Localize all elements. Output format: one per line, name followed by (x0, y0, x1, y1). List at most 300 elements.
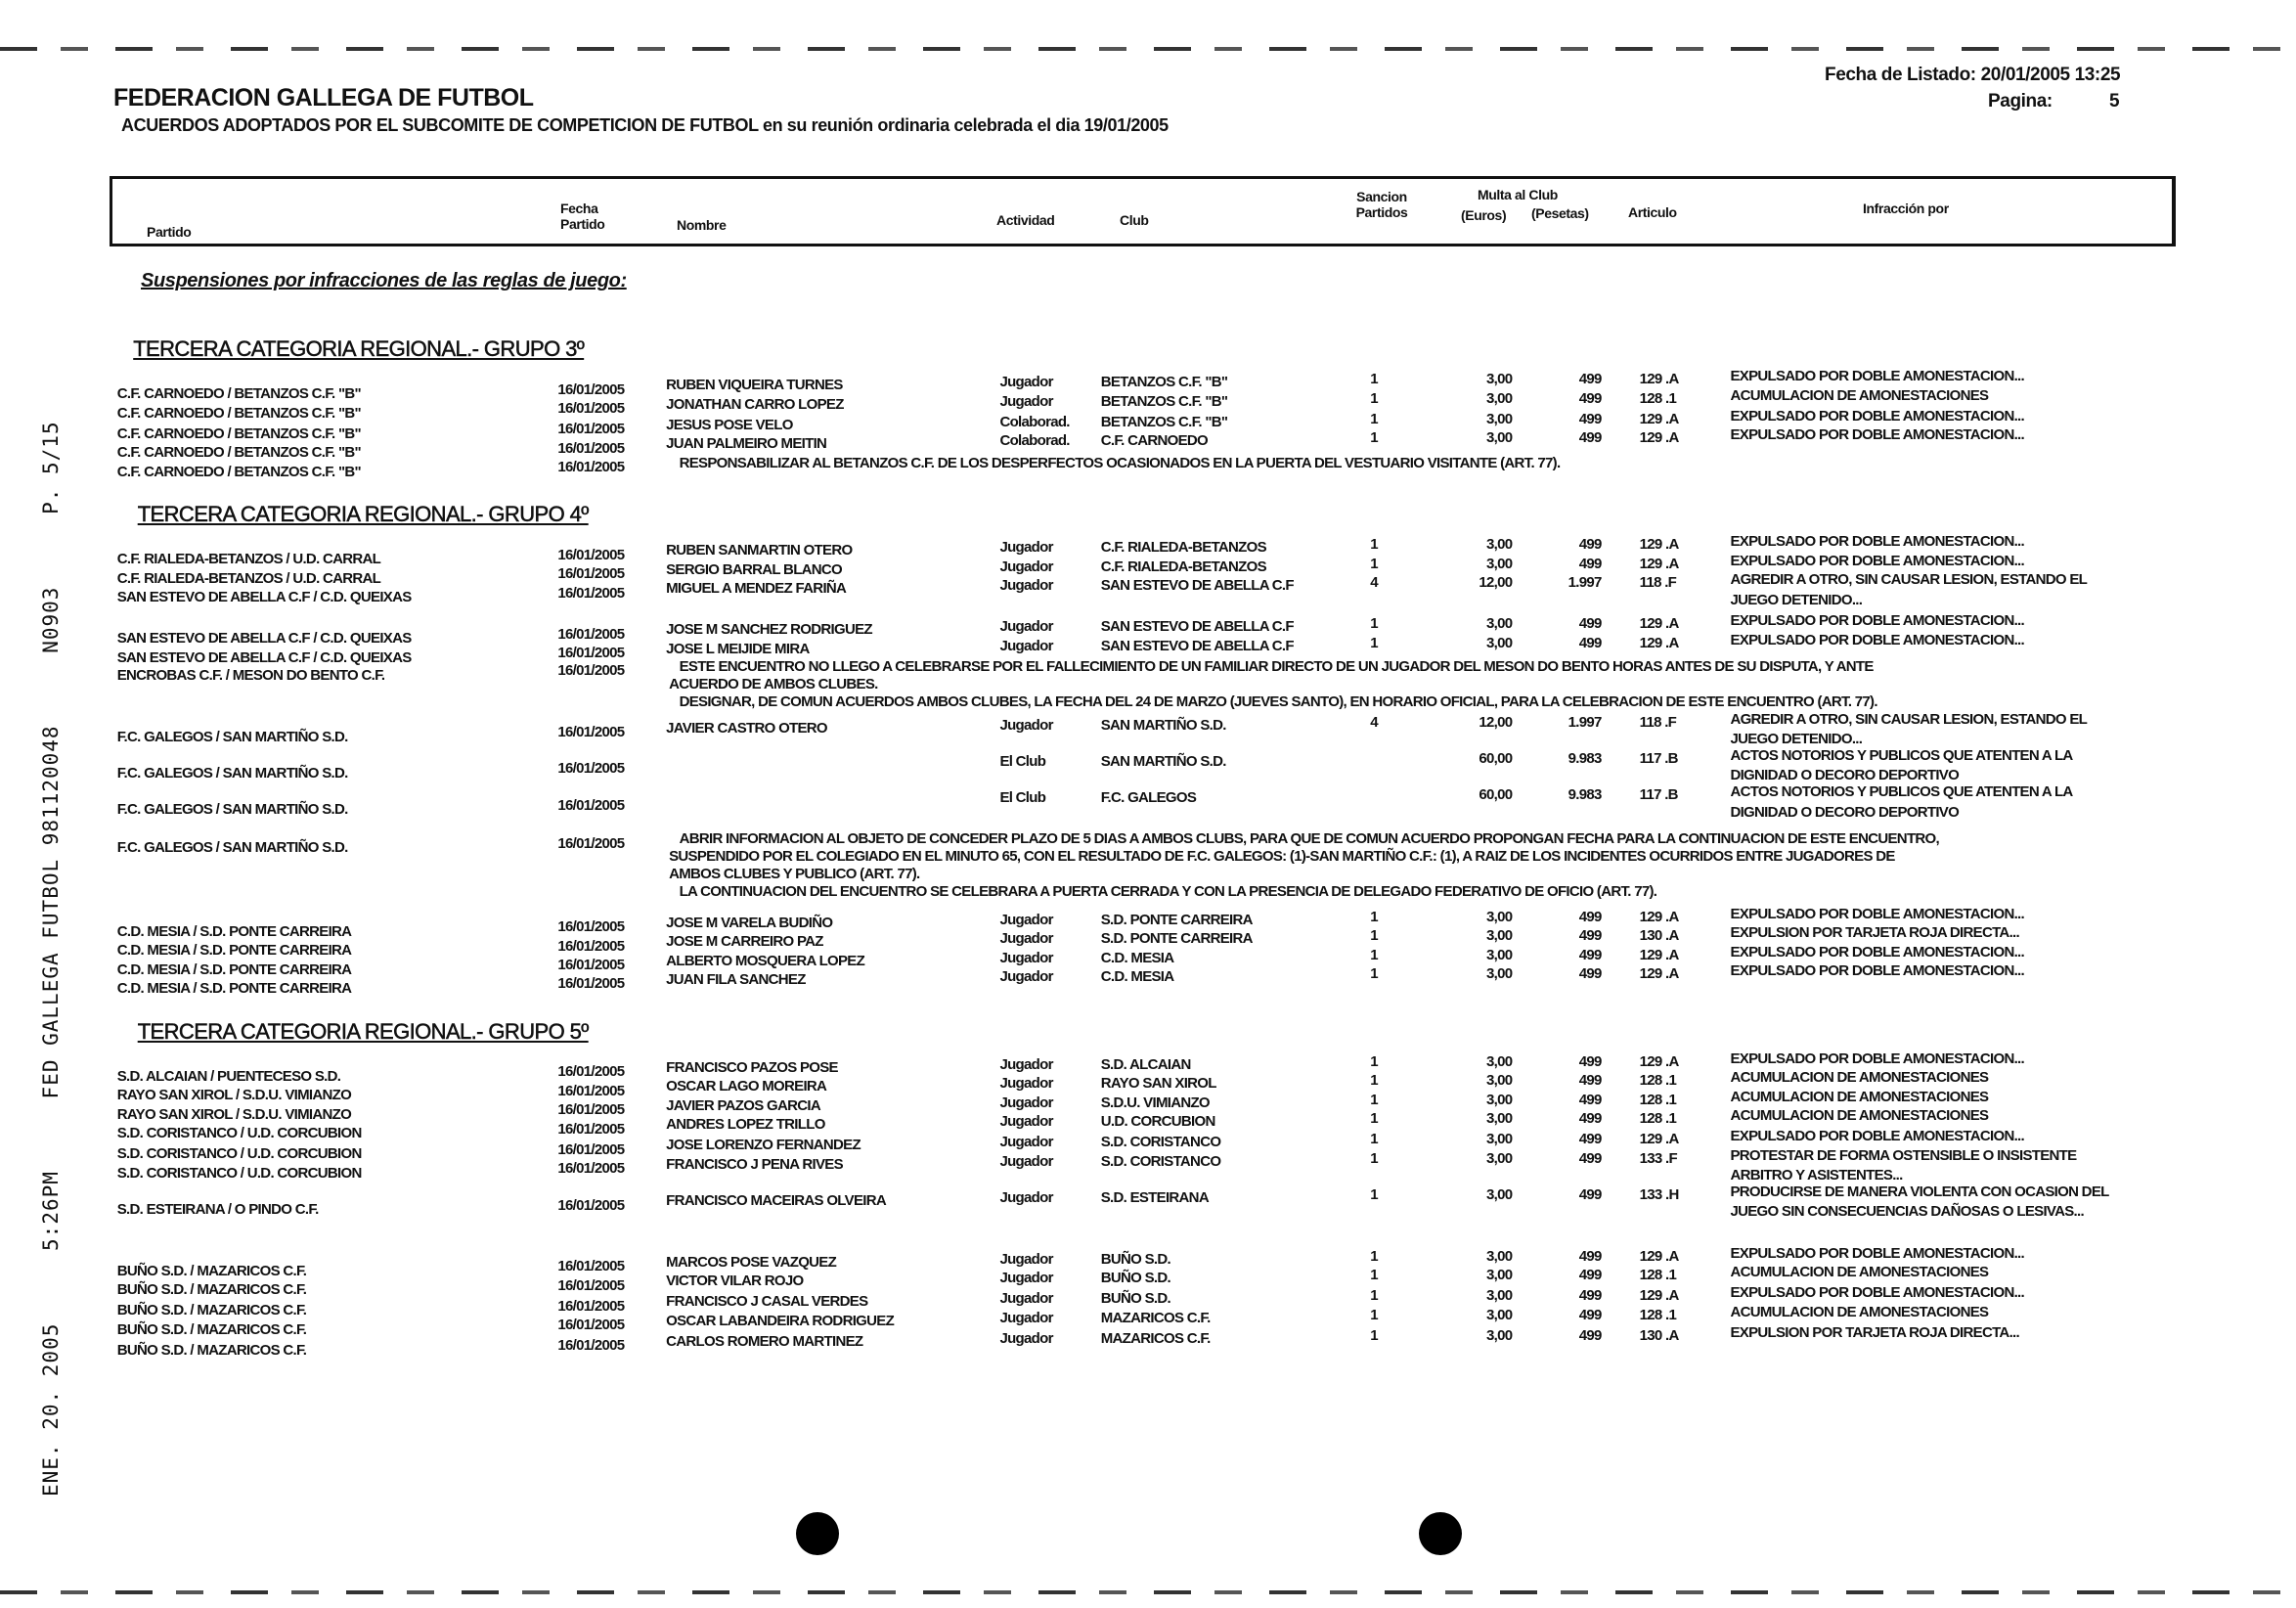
infraction-text: AGREDIR A OTRO, SIN CAUSAR LESION, ESTANDO EL (1730, 571, 2088, 589)
activity: Jugador (999, 392, 1053, 410)
player-name: JUAN FILA SANCHEZ (666, 971, 806, 988)
infraction-text: ACUMULACION DE AMONESTACIONES (1730, 1088, 1989, 1105)
article: 129 .A (1639, 908, 1679, 925)
player-name: JONATHAN CARRO LOPEZ (666, 395, 844, 413)
club-name: C.F. CARNOEDO (1100, 432, 1208, 450)
player-name: JAVIER PAZOS GARCIA (666, 1096, 820, 1114)
suspension-matches: 1 (1370, 410, 1378, 427)
infraction-text: ACUMULACION DE AMONESTACIONES (1730, 386, 1989, 404)
activity: Jugador (999, 1189, 1053, 1207)
player-name: FRANCISCO J CASAL VERDES (666, 1293, 868, 1311)
suspension-matches: 1 (1370, 1267, 1378, 1284)
club-name: C.F. RIALEDA-BETANZOS (1100, 558, 1266, 575)
infraction-text: EXPULSADO POR DOBLE AMONESTACION... (1730, 962, 2024, 980)
article: 129 .A (1639, 536, 1679, 554)
section-title: TERCERA CATEGORIA REGIONAL.- GRUPO 3º (133, 336, 585, 362)
match-date: 16/01/2005 (557, 1101, 625, 1119)
club-name: MAZARICOS C.F. (1100, 1309, 1211, 1326)
activity: Jugador (999, 1055, 1053, 1073)
match-name: RAYO SAN XIROL / S.D.U. VIMIANZO (116, 1087, 352, 1104)
resolution-note-line: ACUERDO DE AMBOS CLUBES. (669, 675, 878, 692)
fine-euros: 3,00 (1485, 1267, 1513, 1284)
match-date: 16/01/2005 (557, 662, 625, 680)
infraction-text: ACUMULACION DE AMONESTACIONES (1730, 1069, 1989, 1087)
infraction-text: EXPULSADO POR DOBLE AMONESTACION... (1730, 631, 2024, 648)
suspension-matches: 1 (1370, 536, 1378, 554)
fine-euros: 3,00 (1485, 1149, 1513, 1167)
fine-pesetas: 499 (1578, 1072, 1602, 1090)
col-pesetas: (Pesetas) (1531, 205, 1589, 221)
activity: Colaborad. (999, 432, 1070, 450)
suspension-matches: 1 (1370, 1149, 1378, 1167)
suspension-matches: 1 (1370, 1326, 1378, 1344)
match-date: 16/01/2005 (557, 439, 625, 457)
club-name: S.D. PONTE CARREIRA (1100, 930, 1253, 948)
suspension-matches: 1 (1370, 1110, 1378, 1128)
player-name: OSCAR LABANDEIRA RODRIGUEZ (666, 1312, 895, 1329)
match-name: C.F. CARNOEDO / BETANZOS C.F. "B" (116, 424, 361, 442)
infraction-text: JUEGO DETENIDO... (1730, 591, 1863, 608)
article: 129 .A (1639, 946, 1679, 963)
col-articulo: Articulo (1628, 204, 1677, 220)
infraction-text: EXPULSADO POR DOBLE AMONESTACION... (1730, 612, 2024, 630)
resolution-note-line: AMBOS CLUBES Y PUBLICO (ART. 77). (669, 866, 920, 883)
club-name: U.D. CORCUBION (1100, 1113, 1215, 1131)
resolution-note-line: LA CONTINUACION DEL ENCUENTRO SE CELEBRARA A PUERTA CERRADA Y CON LA PRESENCIA DE DELEGADO FEDERATIVO DE OFICIO (ART. 77). (679, 883, 1657, 901)
suspension-matches: 1 (1370, 1247, 1378, 1265)
suspension-matches: 1 (1370, 634, 1378, 651)
fine-euros: 3,00 (1485, 1287, 1513, 1305)
suspension-matches: 1 (1370, 1131, 1378, 1148)
article: 129 .A (1639, 410, 1679, 427)
club-name: S.D. CORISTANCO (1100, 1134, 1221, 1151)
document-subtitle: ACUERDOS ADOPTADOS POR EL SUBCOMITE DE COMPETICION DE FUTBOL en su reunión ordinaria celebrada el dia 19/01/2005 (121, 115, 1169, 135)
suspension-matches: 1 (1370, 1091, 1378, 1108)
fine-euros: 3,00 (1485, 389, 1513, 407)
fine-euros: 3,00 (1485, 371, 1513, 388)
match-date: 16/01/2005 (557, 937, 625, 955)
activity: Jugador (999, 1094, 1053, 1111)
activity: Jugador (999, 1075, 1053, 1093)
match-date: 16/01/2005 (557, 1120, 625, 1138)
col-euros: (Euros) (1461, 207, 1507, 223)
match-name: F.C. GALEGOS / SAN MARTIÑO S.D. (116, 764, 348, 782)
article: 129 .A (1639, 1287, 1679, 1305)
resolution-note-line: ESTE ENCUENTRO NO LLEGO A CELEBRARSE POR EL FALLECIMIENTO DE UN FAMILIAR DIRECTO DE UN JUGADOR DEL MESON DO BENTO HORAS ANTES DE SU DISPUTA, Y ANTE (679, 657, 1874, 675)
activity: Jugador (999, 1270, 1053, 1287)
suspension-matches: 1 (1370, 1072, 1378, 1090)
match-name: C.D. MESIA / S.D. PONTE CARREIRA (116, 942, 352, 960)
article: 117 .B (1639, 749, 1678, 767)
fine-euros: 3,00 (1485, 1131, 1513, 1148)
match-date: 16/01/2005 (557, 1258, 625, 1275)
player-name: JAVIER CASTRO OTERO (666, 719, 827, 737)
fine-pesetas: 499 (1578, 1287, 1602, 1305)
match-date: 16/01/2005 (557, 918, 625, 936)
activity: Jugador (999, 1309, 1053, 1326)
activity: Jugador (999, 539, 1053, 557)
page-label: Pagina: (1988, 91, 2053, 112)
activity: El Club (999, 789, 1046, 807)
activity: Colaborad. (999, 413, 1070, 430)
fine-pesetas: 499 (1578, 429, 1602, 447)
match-name: BUÑO S.D. / MAZARICOS C.F. (116, 1302, 307, 1319)
fine-pesetas: 499 (1578, 634, 1602, 651)
club-name: SAN ESTEVO DE ABELLA C.F (1100, 577, 1294, 595)
match-date: 16/01/2005 (557, 1196, 625, 1214)
col-partido: Partido (147, 224, 192, 240)
match-name: F.C. GALEGOS / SAN MARTIÑO S.D. (116, 801, 348, 819)
club-name: SAN ESTEVO DE ABELLA C.F (1100, 637, 1294, 654)
punch-hole (796, 1512, 839, 1555)
club-name: BUÑO S.D. (1100, 1290, 1170, 1308)
article: 130 .A (1639, 1326, 1679, 1344)
player-name: JOSE L MEIJIDE MIRA (666, 640, 810, 657)
suspension-matches: 1 (1370, 389, 1378, 407)
article: 129 .A (1639, 965, 1679, 983)
match-name: BUÑO S.D. / MAZARICOS C.F. (116, 1341, 307, 1359)
player-name: ANDRES LOPEZ TRILLO (666, 1116, 825, 1134)
fine-pesetas: 499 (1578, 1267, 1602, 1284)
fine-pesetas: 499 (1578, 1306, 1602, 1323)
fine-euros: 12,00 (1479, 574, 1513, 592)
club-name: F.C. GALEGOS (1100, 789, 1197, 807)
suspension-matches: 1 (1370, 371, 1378, 388)
fine-pesetas: 499 (1578, 927, 1602, 945)
club-name: BETANZOS C.F. "B" (1100, 413, 1228, 430)
match-date: 16/01/2005 (557, 1317, 625, 1334)
col-fecha: Fecha Partido (560, 201, 605, 232)
player-name: JOSE M VARELA BUDIÑO (666, 914, 833, 931)
fine-euros: 3,00 (1485, 1247, 1513, 1265)
suspension-matches: 1 (1370, 615, 1378, 633)
resolution-note-line: SUSPENDIDO POR EL COLEGIADO EN EL MINUTO 65, CON EL RESULTADO DE F.C. GALEGOS: (1)-SAN MARTIÑO C.F.: (1), A RAIZ DE LOS INCIDENTES OCURRIDOS ENTRE JUGADORES DE (669, 848, 1895, 866)
fine-euros: 3,00 (1485, 1091, 1513, 1108)
listing-date: Fecha de Listado: 20/01/2005 13:25 (1825, 65, 2121, 85)
infraction-text: EXPULSION POR TARJETA ROJA DIRECTA... (1730, 924, 2019, 942)
fine-euros: 60,00 (1479, 749, 1513, 767)
match-date: 16/01/2005 (557, 1082, 625, 1099)
activity: Jugador (999, 949, 1053, 966)
infraction-text: EXPULSADO POR DOBLE AMONESTACION... (1730, 1050, 2024, 1067)
fine-euros: 3,00 (1485, 965, 1513, 983)
fine-euros: 60,00 (1479, 786, 1513, 804)
infraction-text: EXPULSADO POR DOBLE AMONESTACION... (1730, 426, 2024, 444)
fax-page: P. 5/15 (39, 421, 63, 514)
match-name: RAYO SAN XIROL / S.D.U. VIMIANZO (116, 1105, 352, 1123)
col-nombre: Nombre (677, 217, 727, 233)
article: 129 .A (1639, 555, 1679, 572)
infraction-text: DIGNIDAD O DECORO DEPORTIVO (1730, 803, 1960, 821)
club-name: C.F. RIALEDA-BETANZOS (1100, 539, 1266, 557)
fine-pesetas: 499 (1578, 1110, 1602, 1128)
player-name: FRANCISCO PAZOS POSE (666, 1058, 838, 1076)
article: 129 .A (1639, 1131, 1679, 1148)
fine-pesetas: 499 (1578, 555, 1602, 572)
article: 117 .B (1639, 786, 1678, 804)
fine-euros: 3,00 (1485, 634, 1513, 651)
infraction-text: ACUMULACION DE AMONESTACIONES (1730, 1303, 1989, 1320)
activity: Jugador (999, 1152, 1053, 1170)
infraction-text: EXPULSADO POR DOBLE AMONESTACION... (1730, 552, 2024, 569)
suspension-matches: 1 (1370, 1306, 1378, 1323)
player-name: FRANCISCO J PENA RIVES (666, 1155, 843, 1173)
fine-euros: 3,00 (1485, 927, 1513, 945)
resolution-note-line: RESPONSABILIZAR AL BETANZOS C.F. DE LOS DESPERFECTOS OCASIONADOS EN LA PUERTA DEL VESTUARIO VISITANTE (ART. 77). (679, 454, 1561, 471)
infraction-text: ARBITRO Y ASISTENTES... (1730, 1166, 1903, 1184)
match-name: SAN ESTEVO DE ABELLA C.F / C.D. QUEIXAS (116, 630, 412, 648)
col-club: Club (1120, 212, 1149, 228)
col-sancion: Sancion Partidos (1355, 189, 1408, 220)
infraction-text: PRODUCIRSE DE MANERA VIOLENTA CON OCASION DEL (1730, 1184, 2109, 1201)
fine-pesetas: 1.997 (1567, 713, 1602, 731)
infraction-text: EXPULSADO POR DOBLE AMONESTACION... (1730, 943, 2024, 960)
player-name: SERGIO BARRAL BLANCO (666, 560, 843, 578)
infraction-text: EXPULSADO POR DOBLE AMONESTACION... (1730, 533, 2024, 551)
activity: Jugador (999, 577, 1053, 595)
player-name: FRANCISCO MACEIRAS OLVEIRA (666, 1192, 886, 1210)
club-name: BETANZOS C.F. "B" (1100, 374, 1228, 391)
match-date: 16/01/2005 (557, 421, 625, 438)
match-name: BUÑO S.D. / MAZARICOS C.F. (116, 1320, 307, 1338)
suspension-matches: 1 (1370, 429, 1378, 447)
match-name: BUÑO S.D. / MAZARICOS C.F. (116, 1281, 307, 1299)
fax-date: ENE. 20. 2005 (39, 1322, 63, 1496)
article: 130 .A (1639, 927, 1679, 945)
org-title: FEDERACION GALLEGA DE FUTBOL (113, 84, 534, 112)
match-name: SAN ESTEVO DE ABELLA C.F / C.D. QUEIXAS (116, 648, 412, 666)
match-name: S.D. CORISTANCO / U.D. CORCUBION (116, 1125, 362, 1142)
section-title: TERCERA CATEGORIA REGIONAL.- GRUPO 4º (137, 502, 589, 527)
club-name: BETANZOS C.F. "B" (1100, 392, 1228, 410)
fine-pesetas: 499 (1578, 1326, 1602, 1344)
match-date: 16/01/2005 (557, 584, 625, 602)
match-date: 16/01/2005 (557, 645, 625, 662)
club-name: C.D. MESIA (1100, 968, 1174, 985)
infraction-text: EXPULSADO POR DOBLE AMONESTACION... (1730, 905, 2024, 922)
match-date: 16/01/2005 (557, 1140, 625, 1158)
club-name: S.D. CORISTANCO (1100, 1152, 1221, 1170)
match-date: 16/01/2005 (557, 975, 625, 993)
infraction-text: EXPULSADO POR DOBLE AMONESTACION... (1730, 1244, 2024, 1262)
article: 128 .1 (1639, 1267, 1677, 1284)
suspension-matches: 1 (1370, 1052, 1378, 1070)
club-name: SAN ESTEVO DE ABELLA C.F (1100, 618, 1294, 636)
article: 133 .F (1639, 1149, 1677, 1167)
infraction-text: ACUMULACION DE AMONESTACIONES (1730, 1264, 1989, 1281)
fine-euros: 3,00 (1485, 555, 1513, 572)
match-date: 16/01/2005 (557, 1276, 625, 1294)
infraction-text: EXPULSION POR TARJETA ROJA DIRECTA... (1730, 1323, 2019, 1341)
fine-pesetas: 499 (1578, 1247, 1602, 1265)
infraction-text: EXPULSADO POR DOBLE AMONESTACION... (1730, 1128, 2024, 1145)
suspension-matches: 1 (1370, 1186, 1378, 1204)
club-name: BUÑO S.D. (1100, 1270, 1170, 1287)
activity: Jugador (999, 1290, 1053, 1308)
fine-euros: 3,00 (1485, 1052, 1513, 1070)
article: 133 .H (1639, 1186, 1679, 1204)
fax-time: 5:26PM (39, 1171, 63, 1251)
fine-euros: 3,00 (1485, 1072, 1513, 1090)
fine-euros: 12,00 (1479, 713, 1513, 731)
match-name: C.F. CARNOEDO / BETANZOS C.F. "B" (116, 463, 361, 480)
match-name: BUÑO S.D. / MAZARICOS C.F. (116, 1262, 307, 1279)
col-infraccion: Infracción por (1863, 201, 1949, 216)
infraction-text: ACTOS NOTORIOS Y PUBLICOS QUE ATENTEN A LA (1730, 783, 2073, 801)
article: 129 .A (1639, 1052, 1679, 1070)
match-date: 16/01/2005 (557, 380, 625, 398)
player-name: JUAN PALMEIRO MEITIN (666, 435, 827, 453)
fine-pesetas: 499 (1578, 615, 1602, 633)
player-name: ALBERTO MOSQUERA LOPEZ (666, 952, 865, 969)
fine-pesetas: 499 (1578, 371, 1602, 388)
fine-pesetas: 499 (1578, 1131, 1602, 1148)
activity: Jugador (999, 1134, 1053, 1151)
match-name: SAN ESTEVO DE ABELLA C.F / C.D. QUEIXAS (116, 589, 412, 606)
fine-euros: 3,00 (1485, 410, 1513, 427)
suspensions-heading: Suspensiones por infracciones de las reglas de juego: (141, 270, 627, 291)
match-date: 16/01/2005 (557, 796, 625, 814)
match-date: 16/01/2005 (557, 1297, 625, 1315)
club-name: S.D.U. VIMIANZO (1100, 1094, 1210, 1111)
fax-number: N0903 (39, 586, 63, 653)
activity: Jugador (999, 558, 1053, 575)
activity: Jugador (999, 1113, 1053, 1131)
player-name: JOSE M CARREIRO PAZ (666, 933, 823, 951)
match-name: S.D. CORISTANCO / U.D. CORCUBION (116, 1164, 362, 1182)
club-name: C.D. MESIA (1100, 949, 1174, 966)
match-date: 16/01/2005 (557, 1337, 625, 1355)
article: 129 .A (1639, 634, 1679, 651)
fine-pesetas: 499 (1578, 410, 1602, 427)
article: 129 .A (1639, 429, 1679, 447)
match-date: 16/01/2005 (557, 834, 625, 852)
fine-euros: 3,00 (1485, 946, 1513, 963)
fine-pesetas: 499 (1578, 1091, 1602, 1108)
fine-pesetas: 499 (1578, 389, 1602, 407)
fine-euros: 3,00 (1485, 429, 1513, 447)
suspension-matches: 1 (1370, 555, 1378, 572)
match-name: C.D. MESIA / S.D. PONTE CARREIRA (116, 922, 352, 940)
activity: Jugador (999, 618, 1053, 636)
suspension-matches: 4 (1370, 713, 1378, 731)
player-name: RUBEN VIQUEIRA TURNES (666, 377, 843, 394)
player-name: JOSE M SANCHEZ RODRIGUEZ (666, 621, 872, 639)
col-actividad: Actividad (996, 212, 1055, 228)
suspension-matches: 4 (1370, 574, 1378, 592)
punch-hole (1419, 1512, 1462, 1555)
player-name: MIGUEL A MENDEZ FARIÑA (666, 580, 847, 598)
match-name: C.F. CARNOEDO / BETANZOS C.F. "B" (116, 404, 361, 422)
fine-pesetas: 9.983 (1567, 786, 1602, 804)
fine-pesetas: 499 (1578, 946, 1602, 963)
article: 128 .1 (1639, 1072, 1677, 1090)
player-name: VICTOR VILAR ROJO (666, 1273, 804, 1290)
match-date: 16/01/2005 (557, 1063, 625, 1081)
club-name: MAZARICOS C.F. (1100, 1329, 1211, 1347)
activity: Jugador (999, 911, 1053, 928)
activity: Jugador (999, 968, 1053, 985)
fine-euros: 3,00 (1485, 615, 1513, 633)
club-name: RAYO SAN XIROL (1100, 1075, 1216, 1093)
club-name: BUÑO S.D. (1100, 1250, 1170, 1268)
match-date: 16/01/2005 (557, 400, 625, 418)
suspension-matches: 1 (1370, 946, 1378, 963)
fax-transmission-header (39, 362, 63, 1496)
fine-euros: 3,00 (1485, 1186, 1513, 1204)
player-name: CARLOS ROMERO MARTINEZ (666, 1332, 863, 1350)
match-date: 16/01/2005 (557, 565, 625, 583)
club-name: S.D. ESTEIRANA (1100, 1189, 1209, 1207)
resolution-note-line: ABRIR INFORMACION AL OBJETO DE CONCEDER PLAZO DE 5 DIAS A AMBOS CLUBS, PARA QUE DE COMUN ACUERDO PROPONGAN FECHA PARA LA CONTINUACION DE ESTE ENCUENTRO, (679, 830, 1939, 848)
suspension-matches: 1 (1370, 965, 1378, 983)
match-name: F.C. GALEGOS / SAN MARTIÑO S.D. (116, 728, 348, 745)
infraction-text: ACUMULACION DE AMONESTACIONES (1730, 1107, 1989, 1125)
match-date: 16/01/2005 (557, 546, 625, 563)
player-name: MARCOS POSE VAZQUEZ (666, 1253, 837, 1271)
player-name: RUBEN SANMARTIN OTERO (666, 542, 853, 559)
match-name: S.D. CORISTANCO / U.D. CORCUBION (116, 1145, 362, 1163)
match-date: 16/01/2005 (557, 760, 625, 778)
match-name: C.D. MESIA / S.D. PONTE CARREIRA (116, 960, 352, 978)
fine-euros: 3,00 (1485, 1326, 1513, 1344)
fine-euros: 3,00 (1485, 536, 1513, 554)
infraction-text: DIGNIDAD O DECORO DEPORTIVO (1730, 767, 1960, 784)
article: 128 .1 (1639, 1091, 1677, 1108)
match-name: ENCROBAS C.F. / MESON DO BENTO C.F. (116, 666, 385, 684)
fine-pesetas: 499 (1578, 536, 1602, 554)
suspension-matches: 1 (1370, 908, 1378, 925)
fax-top-edge (0, 47, 2296, 51)
fine-pesetas: 499 (1578, 908, 1602, 925)
page-number: 5 (2109, 91, 2120, 112)
infraction-text: JUEGO DETENIDO... (1730, 730, 1863, 747)
activity: Jugador (999, 1250, 1053, 1268)
match-date: 16/01/2005 (557, 459, 625, 476)
infraction-text: EXPULSADO POR DOBLE AMONESTACION... (1730, 407, 2024, 424)
infraction-text: ACTOS NOTORIOS Y PUBLICOS QUE ATENTEN A LA (1730, 746, 2073, 764)
activity: Jugador (999, 637, 1053, 654)
club-name: S.D. ALCAIAN (1100, 1055, 1191, 1073)
match-date: 16/01/2005 (557, 724, 625, 740)
fine-pesetas: 499 (1578, 1186, 1602, 1204)
fax-sender: FED GALLEGA FUTBOL 981120048 (39, 725, 63, 1099)
match-name: S.D. ALCAIAN / PUENTECESO S.D. (116, 1067, 341, 1085)
resolution-note-line: DESIGNAR, DE COMUN ACUERDOS AMBOS CLUBES, LA FECHA DEL 24 DE MARZO (JUEVES SANTO), EN HORARIO OFICIAL, PARA LA CELEBRACION DE ESTE ENCUENTRO (ART. 77). (679, 692, 1877, 710)
suspension-matches: 1 (1370, 1287, 1378, 1305)
fine-euros: 3,00 (1485, 908, 1513, 925)
fine-pesetas: 1.997 (1567, 574, 1602, 592)
fine-euros: 3,00 (1485, 1306, 1513, 1323)
section-title: TERCERA CATEGORIA REGIONAL.- GRUPO 5º (137, 1018, 589, 1044)
article: 118 .F (1639, 574, 1677, 592)
infraction-text: AGREDIR A OTRO, SIN CAUSAR LESION, ESTANDO EL (1730, 710, 2088, 728)
col-multa: Multa al Club (1478, 187, 1558, 202)
player-name: JESUS POSE VELO (666, 416, 793, 433)
activity: Jugador (999, 716, 1053, 734)
club-name: SAN MARTIÑO S.D. (1100, 752, 1226, 770)
match-name: C.F. RIALEDA-BETANZOS / U.D. CARRAL (116, 551, 381, 568)
match-date: 16/01/2005 (557, 625, 625, 643)
match-name: S.D. ESTEIRANA / O PINDO C.F. (116, 1201, 319, 1219)
match-name: C.F. CARNOEDO / BETANZOS C.F. "B" (116, 385, 361, 403)
infraction-text: JUEGO SIN CONSECUENCIAS DAÑOSAS O LESIVAS... (1730, 1203, 2084, 1221)
match-date: 16/01/2005 (557, 1160, 625, 1178)
article: 129 .A (1639, 371, 1679, 388)
fine-pesetas: 9.983 (1567, 749, 1602, 767)
match-name: C.F. RIALEDA-BETANZOS / U.D. CARRAL (116, 569, 381, 587)
article: 129 .A (1639, 615, 1679, 633)
